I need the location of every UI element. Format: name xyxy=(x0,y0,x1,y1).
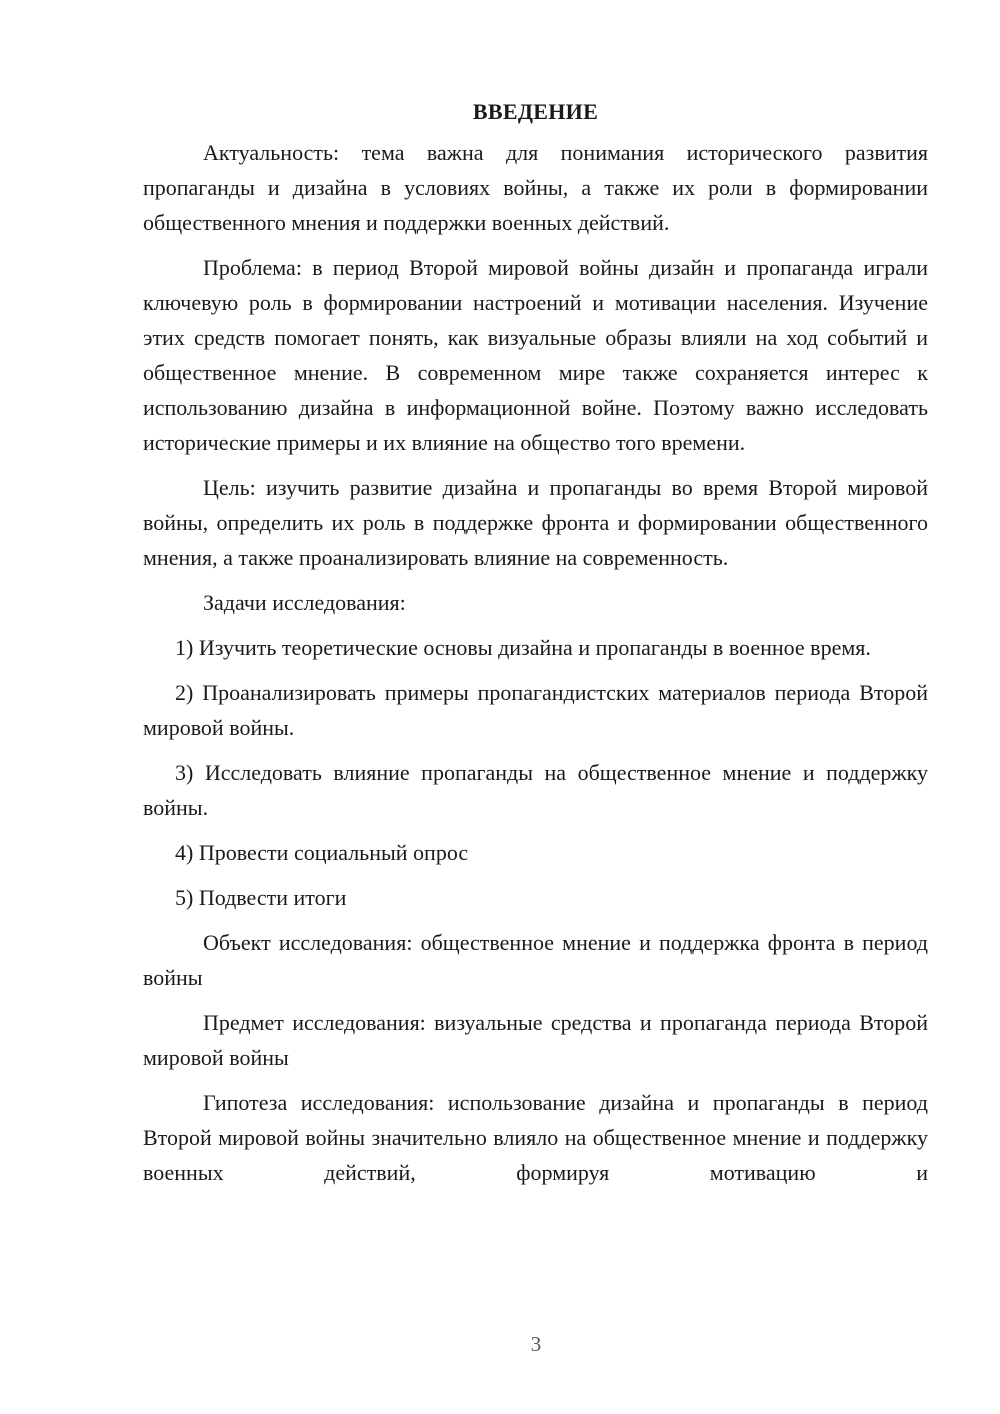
task-item-4: 4) Провести социальный опрос xyxy=(175,840,469,865)
paragraph-relevance: Актуальность: тема важна для понимания исторического развития пропаганды и дизайна в условиях войны, а также их роли в формировании общественного мнения и поддержки военных действий. xyxy=(143,140,928,235)
tasks-heading: Задачи исследования: xyxy=(203,590,406,615)
paragraph-subject: Предмет исследования: визуальные средства и пропаганда периода Второй мировой войны xyxy=(143,1010,928,1070)
paragraph-hypothesis: Гипотеза исследования: использование дизайна и пропаганды в период Второй мировой войны значительно влияло на общественное мнение и поддержку военных действий, формируя мотивацию и xyxy=(143,1090,928,1185)
task-item-2: 2) Проанализировать примеры пропагандистских материалов периода Второй мировой войны. xyxy=(143,680,928,740)
document-body xyxy=(143,94,928,1190)
paragraph-object: Объект исследования: общественное мнение и поддержка фронта в период войны xyxy=(143,930,928,990)
task-item-5: 5) Подвести итоги xyxy=(175,885,347,910)
task-item-3: 3) Исследовать влияние пропаганды на общественное мнение и поддержку войны. xyxy=(143,760,928,820)
paragraph-goal: Цель: изучить развитие дизайна и пропаганды во время Второй мировой войны, определить их роль в поддержке фронта и формировании общественного мнения, а также проанализировать влияние на современность. xyxy=(143,475,928,570)
task-item-1: 1) Изучить теоретические основы дизайна и пропаганды в военное время. xyxy=(175,635,871,660)
page-number: 3 xyxy=(530,1332,542,1356)
paragraph-problem: Проблема: в период Второй мировой войны дизайн и пропаганда играли ключевую роль в формировании настроений и мотивации населения. Изучение этих средств помогает понять, как визуальные образы влияли на ход событий и общественное мнение. В современном мире также сохраняется интерес к использованию дизайна в информационной войне. Поэтому важно исследовать исторические примеры и их влияние на общество того времени. xyxy=(143,255,928,455)
section-heading: ВВЕДЕНИЕ xyxy=(472,99,599,124)
